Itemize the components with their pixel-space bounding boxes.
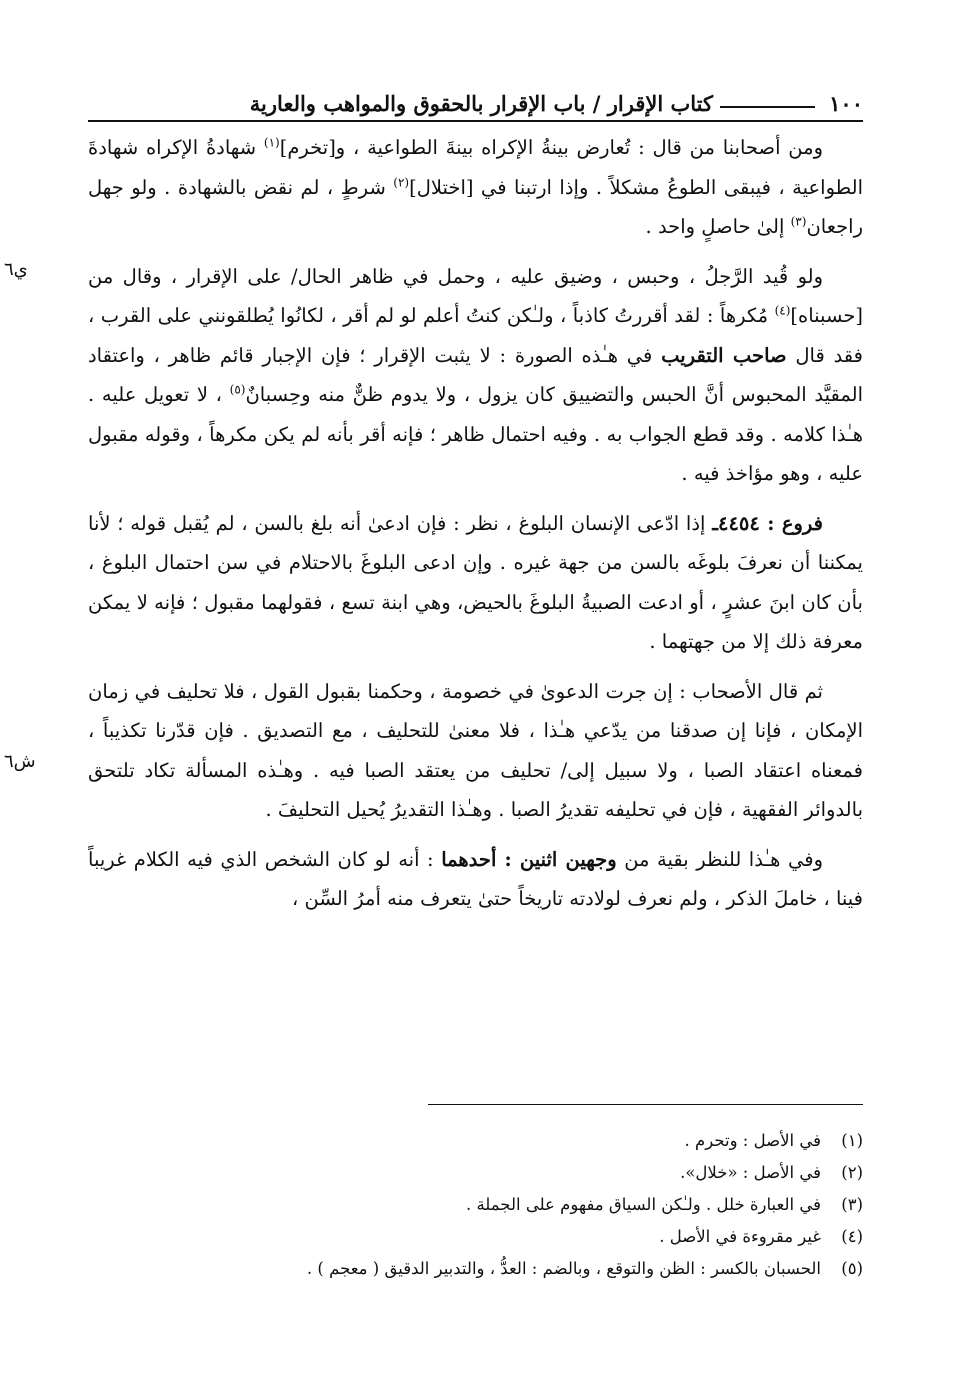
footnote-number: (٢)	[841, 1163, 863, 1182]
text-run: ثم قال الأصحاب : إن جرت الدعوىٰ في خصومة ، وحكمنا بقبول القول ، فلا تحليف في زمان الإمكان ، فإنا إن صدقنا من يدّعي هـٰذا ، فلا معنىٰ للتحليف ، مع التصديق . فإن قدّرنا تكذيباً ، فمعناه اعتقاد الصبا ، ولا سبيل إلى/ تحليف من يعتقد الصبا فيه . وهـٰذه المسألة تكاد تلتحق بالدوائر الفقهية ، فإن في تحليفه تقديرُ الصبا . وهـٰذا التقديرُ يُحيل التحليفَ .	[88, 679, 863, 821]
footnote	[88, 1253, 863, 1285]
footnote-text: غير مقروءة في الأصل .	[659, 1227, 821, 1246]
footnote-ref: (٥)	[229, 382, 246, 397]
paragraph	[88, 128, 863, 247]
text-run: في هـٰذه الصورة : لا يثبت الإقرار ؛ فإن الإجبار قائم ظاهر ، واعتقاد المقيَّد المحبوس أنَّ الحبس والتضييق كان يزول ، ولا يدوم ظنٌّ منه وحِسبانٌ	[88, 343, 863, 406]
footnote-ref: (٢)	[393, 175, 410, 189]
page-header	[88, 80, 863, 122]
footnote-text: في الأصل : وتحرم .	[684, 1131, 821, 1150]
text-run: : أنه لو كان الشخص الذي فيه الكلام غريباً فينا ، خاملَ الذكر ، ولم نعرف لولادته تاريخاً حتىٰ يتعرف منه أمرُ السِّن ،	[88, 847, 863, 910]
text-run: شهادةُ الإكراه شهادةَ الطواعية ، فيبقى الطوعُ مشكلاً . وإذا ارتبنا في [اختلال]	[88, 136, 863, 199]
footnote-text: في العبارة خلل . ولـٰكن السياق مفهوم على الجملة .	[465, 1195, 821, 1214]
footnote-text: في الأصل : «خلال».	[680, 1163, 821, 1182]
bold-term: صاحب التقريب	[661, 343, 787, 367]
text-run: شرطٍ ، لم نقض بالشهادة . ولو جهل راجعان	[88, 175, 863, 238]
paragraph	[88, 672, 863, 830]
text-run: ، لا تعويل عليه . هـٰذا كلامه . وقد قطع الجواب به . وفيه احتمال ظاهر ؛ فإنه أقر بأنه لم يكن مكرهاً ، وقوله مقبول عليه ، وهو مؤاخذ فيه .	[88, 383, 863, 485]
footnote-number: (٣)	[841, 1195, 863, 1214]
footnote-ref: (٤)	[774, 303, 791, 318]
text-run: إذا ادّعى الإنسان البلوغ ، نظر : فإن ادعىٰ أنه بلغ بالسن ، لم يُقبل قوله ؛ لأنا يمكننا أن نعرفَ بلوغَه بالسن من جهة غيره . وإن ادعى البلوغَ بالاحتلام في سن احتمال البلوغ ، بأن كان ابنَ عشرٍ ، أو ادعت الصبيةُ البلوغَ بالحيض، وهي ابنة تسع ، فقولهما مقبول ؛ فإنه لا يمكن معرفة ذلك إلا من جهتهما .	[88, 511, 863, 653]
main-text	[4, 128, 863, 919]
footnote	[88, 1221, 863, 1253]
footnote-number: (٤)	[841, 1227, 863, 1246]
margin-note: ي٦	[4, 258, 28, 280]
paragraph	[88, 840, 863, 919]
text-run: ولو قُيد الرَّجلُ ، وحبس ، وضيق عليه ، وحمل في ظاهر الحال/ على الإقرار ، وقال من [حسبناه]	[88, 264, 863, 327]
footnote-text: الحسبان بالكسر : الظن والتوقع ، وبالضم : العدُّ ، والتدبير الدقيق ( معجم ) .	[306, 1259, 821, 1278]
footnote-rule	[428, 1104, 863, 1105]
header-dash	[720, 106, 815, 108]
paragraph	[88, 257, 863, 494]
footnote-ref: (٣)	[790, 214, 807, 229]
running-title: كتاب الإقرار / باب الإقرار بالحقوق والمواهب والعارية	[249, 91, 713, 116]
footnote-ref: (١)	[263, 135, 280, 150]
footnote-number: (٥)	[841, 1259, 863, 1278]
footnote-number: (١)	[841, 1131, 863, 1150]
paragraph	[88, 504, 863, 662]
footnote	[88, 1189, 863, 1221]
footnote	[88, 1125, 863, 1157]
text-run: إلىٰ حاصلٍ واحد .	[645, 215, 791, 238]
text-run: مُكرهاً : لقد أقررتُ كاذباً ، ولـٰكن كنتُ أعلم لو لم أقر ، لكانُوا يُطلقونني على القرب ، فقد قال	[88, 304, 863, 367]
text-run: وفي هـٰذا للنظر بقية من	[616, 847, 824, 871]
margin-note: ش٦	[4, 750, 36, 772]
bold-term: وجهين اثنين : أحدهما	[441, 847, 617, 871]
page-number: ١٠٠	[829, 91, 863, 116]
footnotes	[88, 1125, 863, 1285]
footnote	[88, 1157, 863, 1189]
text-run: ومن أصحابنا من قال : تُعارض بينةُ الإكراه بينةَ الطواعية ، و[تخرم]	[279, 136, 823, 159]
header-rule	[88, 120, 863, 122]
section-heading: فروع : ٤٤٥٤ـ	[712, 511, 823, 535]
